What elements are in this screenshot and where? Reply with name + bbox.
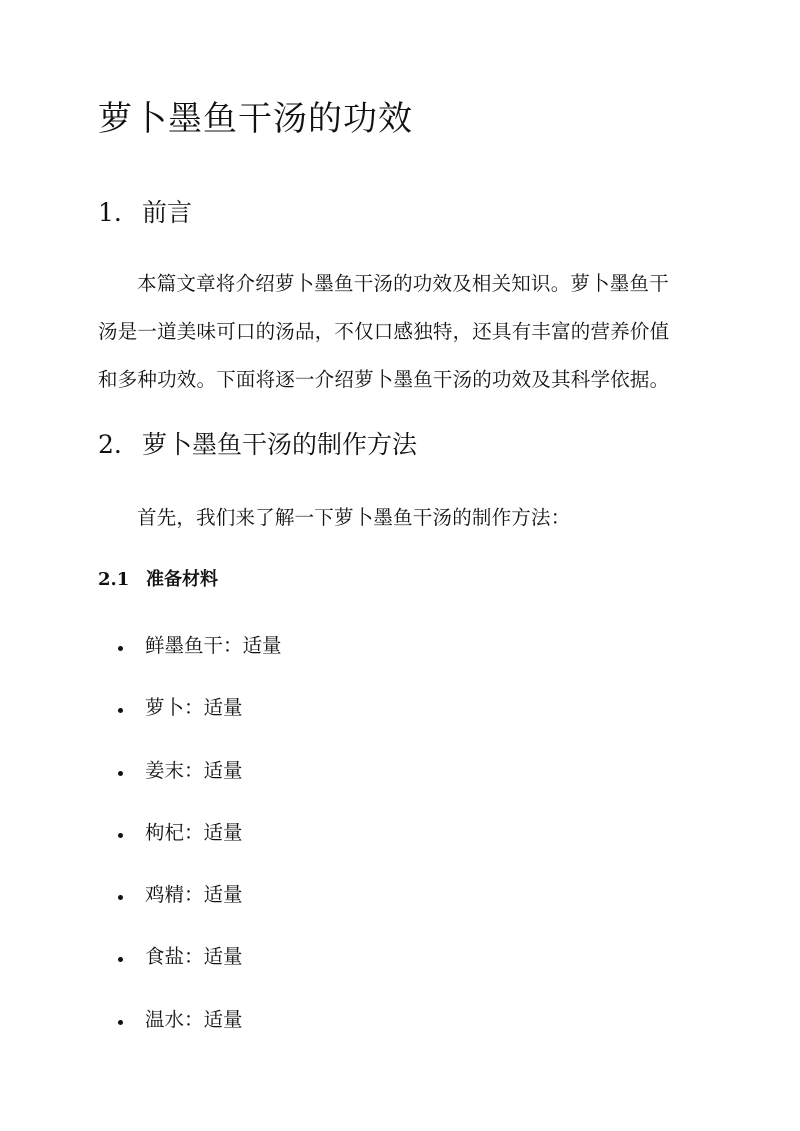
preface-paragraph (98, 260, 702, 404)
subsection-heading-materials (98, 567, 218, 593)
subsection-title: 准备材料 (146, 569, 218, 590)
section-number: 2. (98, 430, 122, 459)
section-heading-method (98, 428, 417, 462)
list-item (118, 817, 282, 879)
ingredient-text: 鲜墨鱼干：适量 (145, 634, 282, 657)
ingredient-text: 萝卜：适量 (145, 696, 243, 720)
bullet-icon (118, 895, 123, 900)
ingredient-text: 枸杞：适量 (145, 820, 243, 844)
list-item (118, 1004, 282, 1066)
bullet-icon (118, 646, 123, 651)
paragraph-line: 汤是一道美味可口的汤品，不仅口感独特，还具有丰富的营养价值 (98, 320, 670, 343)
list-item (118, 692, 282, 754)
ingredient-list (118, 630, 282, 1066)
paragraph-line: 本篇文章将介绍萝卜墨鱼干汤的功效及相关知识。萝卜墨鱼干 (137, 272, 669, 295)
paragraph-line: 首先，我们来了解一下萝卜墨鱼干汤的制作方法： (137, 506, 571, 529)
section-title: 萝卜墨鱼干汤的制作方法 (142, 430, 418, 459)
bullet-icon (118, 1020, 123, 1025)
bullet-icon (118, 833, 123, 838)
section-heading-preface (98, 196, 192, 230)
subsection-number: 2.1 (98, 569, 130, 590)
ingredient-text: 温水：适量 (145, 1007, 243, 1031)
ingredient-text: 鸡精：适量 (145, 883, 243, 907)
list-item (118, 755, 282, 817)
document-title: 萝卜墨鱼干汤的功效 (98, 99, 413, 139)
paragraph-line: 和多种功效。下面将逐一介绍萝卜墨鱼干汤的功效及其科学依据。 (98, 368, 670, 391)
ingredient-text: 食盐：适量 (145, 945, 243, 969)
list-item (118, 630, 282, 692)
list-item (118, 941, 282, 1003)
method-intro-paragraph (98, 494, 702, 542)
section-title: 前言 (142, 198, 193, 227)
bullet-icon (118, 708, 123, 713)
list-item (118, 879, 282, 941)
ingredient-text: 姜末：适量 (145, 758, 243, 782)
section-number: 1. (98, 198, 122, 227)
bullet-icon (118, 957, 123, 962)
bullet-icon (118, 771, 123, 776)
